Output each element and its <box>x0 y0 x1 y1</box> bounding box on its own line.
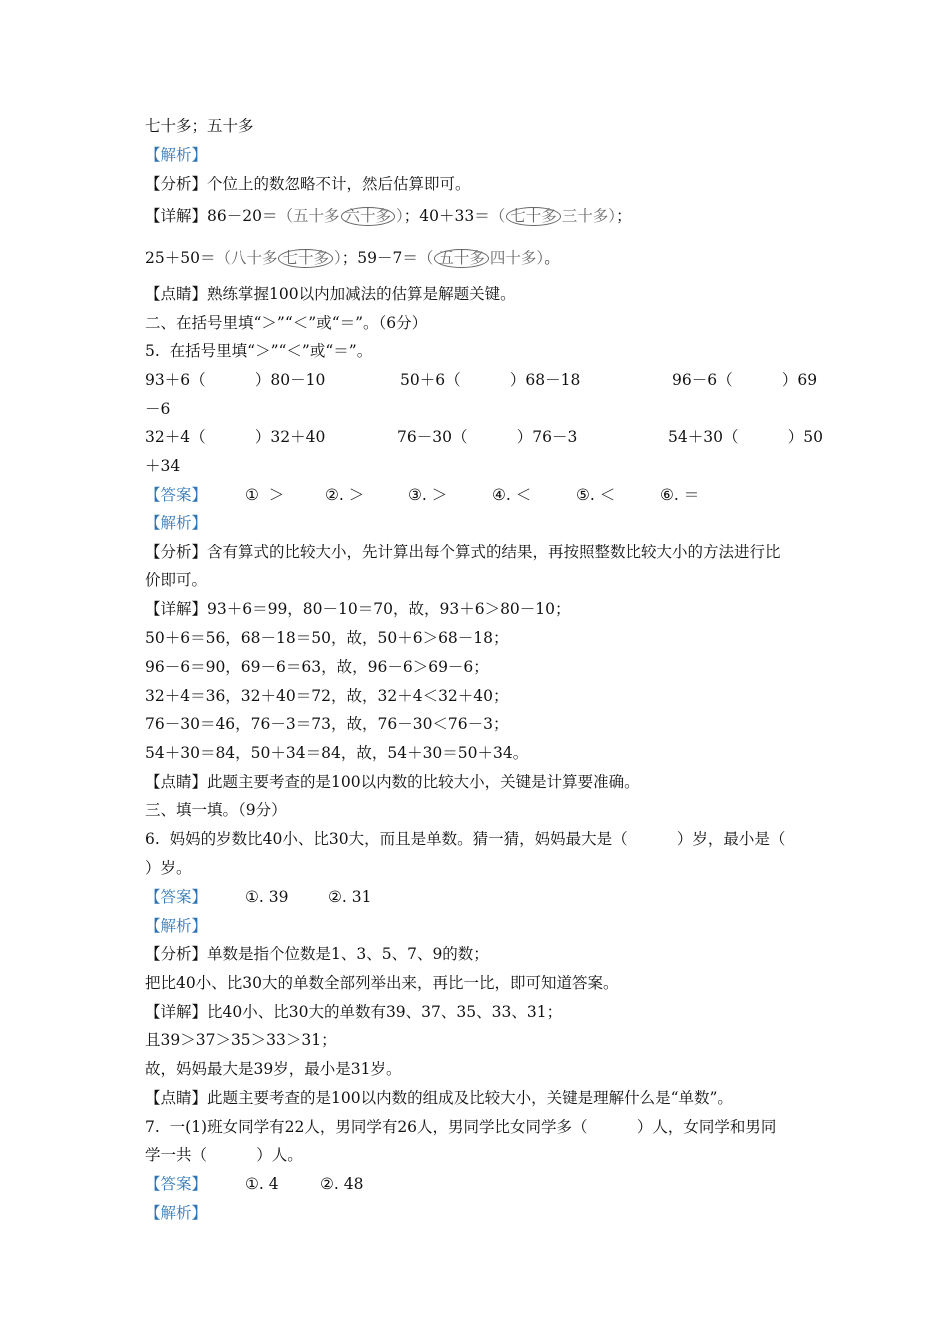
analysis-line: 【分析】个位上的数忽略不计，然后估算即可。 <box>145 175 471 193</box>
comparison-item: 54＋30（ ）50 <box>668 428 823 446</box>
question-5: 5. 在括号里填“＞”“＜”或“＝”。 <box>145 342 373 360</box>
analysis-line: 【分析】单数是指个位数是1、3、5、7、9的数； <box>145 945 489 963</box>
key-point-line: 【点睛】此题主要考查的是100以内数的组成及比较大小，关键是理解什么是“单数”。 <box>145 1089 733 1107</box>
comparison-item: 32＋4（ ）32＋40 <box>145 428 326 446</box>
answer-item: ②. 48 <box>320 1175 364 1193</box>
detail-label: 【详解】 <box>145 207 208 225</box>
comparison-item: 96－6（ ）69 <box>672 371 818 389</box>
paren-open: （ <box>215 249 231 267</box>
paren-close: ） <box>536 249 545 267</box>
detail-line: 【详解】93＋6＝99，80－10＝70，故，93＋6＞80－10； <box>145 600 571 618</box>
answer-tag: 【答案】 <box>145 1175 208 1193</box>
answer-tag: 【答案】 <box>145 888 208 906</box>
option-text: 三十多 <box>561 207 609 225</box>
circled-option: 七十多 <box>278 249 333 268</box>
analysis-tag: 【解析】 <box>145 1204 208 1222</box>
answer-line: 七十多；五十多 <box>145 117 254 135</box>
circled-option: 六十多 <box>341 207 396 226</box>
analysis-tag: 【解析】 <box>145 514 208 532</box>
paren-close: ） <box>608 207 617 225</box>
answer-item: ①. 4 <box>245 1175 279 1193</box>
circled-option: 七十多 <box>506 207 561 226</box>
separator: ； <box>616 207 632 225</box>
detail-line: 且39＞37＞35＞33＞31； <box>145 1031 337 1049</box>
detail-line: 54＋30＝84，50＋34＝84，故，54＋30＝50＋34。 <box>145 744 529 762</box>
option-text: 四十多 <box>489 249 537 267</box>
answer-item: ②. ＞ <box>325 486 365 504</box>
analysis-tag: 【解析】 <box>145 917 208 935</box>
paren-close: ） <box>396 207 404 225</box>
separator: 。 <box>544 249 560 267</box>
analysis-tag: 【解析】 <box>145 146 208 164</box>
detail-line: 32＋4＝36，32＋40＝72，故，32＋4＜32＋40； <box>145 687 509 705</box>
paren-open: （ <box>489 207 506 225</box>
answer-tag: 【答案】 <box>145 486 208 504</box>
section-title: 三、填一填。（9分） <box>145 801 287 819</box>
answer-item: ②. 31 <box>328 888 372 906</box>
expr-2: 40＋33＝ <box>419 207 490 225</box>
option-text: 五十多 <box>292 207 340 225</box>
answer-item: ③. ＞ <box>408 486 448 504</box>
key-point-line: 【点睛】此题主要考查的是100以内数的比较大小，关键是计算要准确。 <box>145 773 640 791</box>
option-text: 八十多 <box>230 249 278 267</box>
comparison-item: 50＋6（ ）68－18 <box>400 371 581 389</box>
question-6: 6. 妈妈的岁数比40小、比30大，而且是单数。猜一猜，妈妈最大是（ ）岁，最小是（ <box>145 830 786 848</box>
answer-item: ⑥. ＝ <box>660 486 700 504</box>
expr-1: 86－20＝ <box>207 207 278 225</box>
analysis-line: 【分析】含有算式的比较大小，先计算出每个算式的结果，再按照整数比较大小的方法进行比 <box>145 543 781 561</box>
answer-item: ① ＞ <box>245 486 285 504</box>
answer-item: ⑤. ＜ <box>576 486 616 504</box>
detail-line: 【详解】比40小、比30大的单数有39、37、35、33、31； <box>145 1003 563 1021</box>
paren-open: （ <box>277 207 293 225</box>
paren-close: ） <box>334 249 342 267</box>
section-title: 二、在括号里填“＞”“＜”或“＝”。（6分） <box>145 314 428 332</box>
circled-option: 五十多 <box>434 249 489 268</box>
expr-4: 59－7＝ <box>357 249 418 267</box>
paren-open: （ <box>417 249 434 267</box>
answer-item: ④. ＜ <box>492 486 532 504</box>
detail-line-1 <box>145 206 632 226</box>
expr-3: 25＋50＝ <box>145 249 216 267</box>
key-point-line: 【点睛】熟练掌握100以内加减法的估算是解题关键。 <box>145 285 516 303</box>
comparison-wrap: ＋34 <box>145 457 181 475</box>
detail-line: 50＋6＝56，68－18＝50，故，50＋6＞68－18； <box>145 629 509 647</box>
separator: ； <box>403 207 420 225</box>
analysis-line: 把比40小、比30大的单数全部列举出来，再比一比，即可知道答案。 <box>145 974 619 992</box>
question-7: 7. 一(1)班女同学有22人，男同学有26人，男同学比女同学多（ ）人，女同学和男同 <box>145 1118 777 1136</box>
question-6-cont: ）岁。 <box>145 859 192 877</box>
detail-line: 76－30＝46，76－3＝73，故，76－30＜76－3； <box>145 715 509 733</box>
separator: ； <box>341 249 358 267</box>
answer-item: ①. 39 <box>245 888 289 906</box>
detail-line: 故，妈妈最大是39岁，最小是31岁。 <box>145 1060 402 1078</box>
detail-line-2 <box>145 248 560 268</box>
question-7-cont: 学一共（ ）人。 <box>145 1146 303 1164</box>
detail-line: 96－6＝90，69－6＝63，故，96－6＞69－6； <box>145 658 489 676</box>
analysis-line: 价即可。 <box>145 571 208 589</box>
comparison-wrap: －6 <box>145 400 171 418</box>
comparison-item: 76－30（ ）76－3 <box>397 428 578 446</box>
comparison-item: 93＋6（ ）80－10 <box>145 371 326 389</box>
